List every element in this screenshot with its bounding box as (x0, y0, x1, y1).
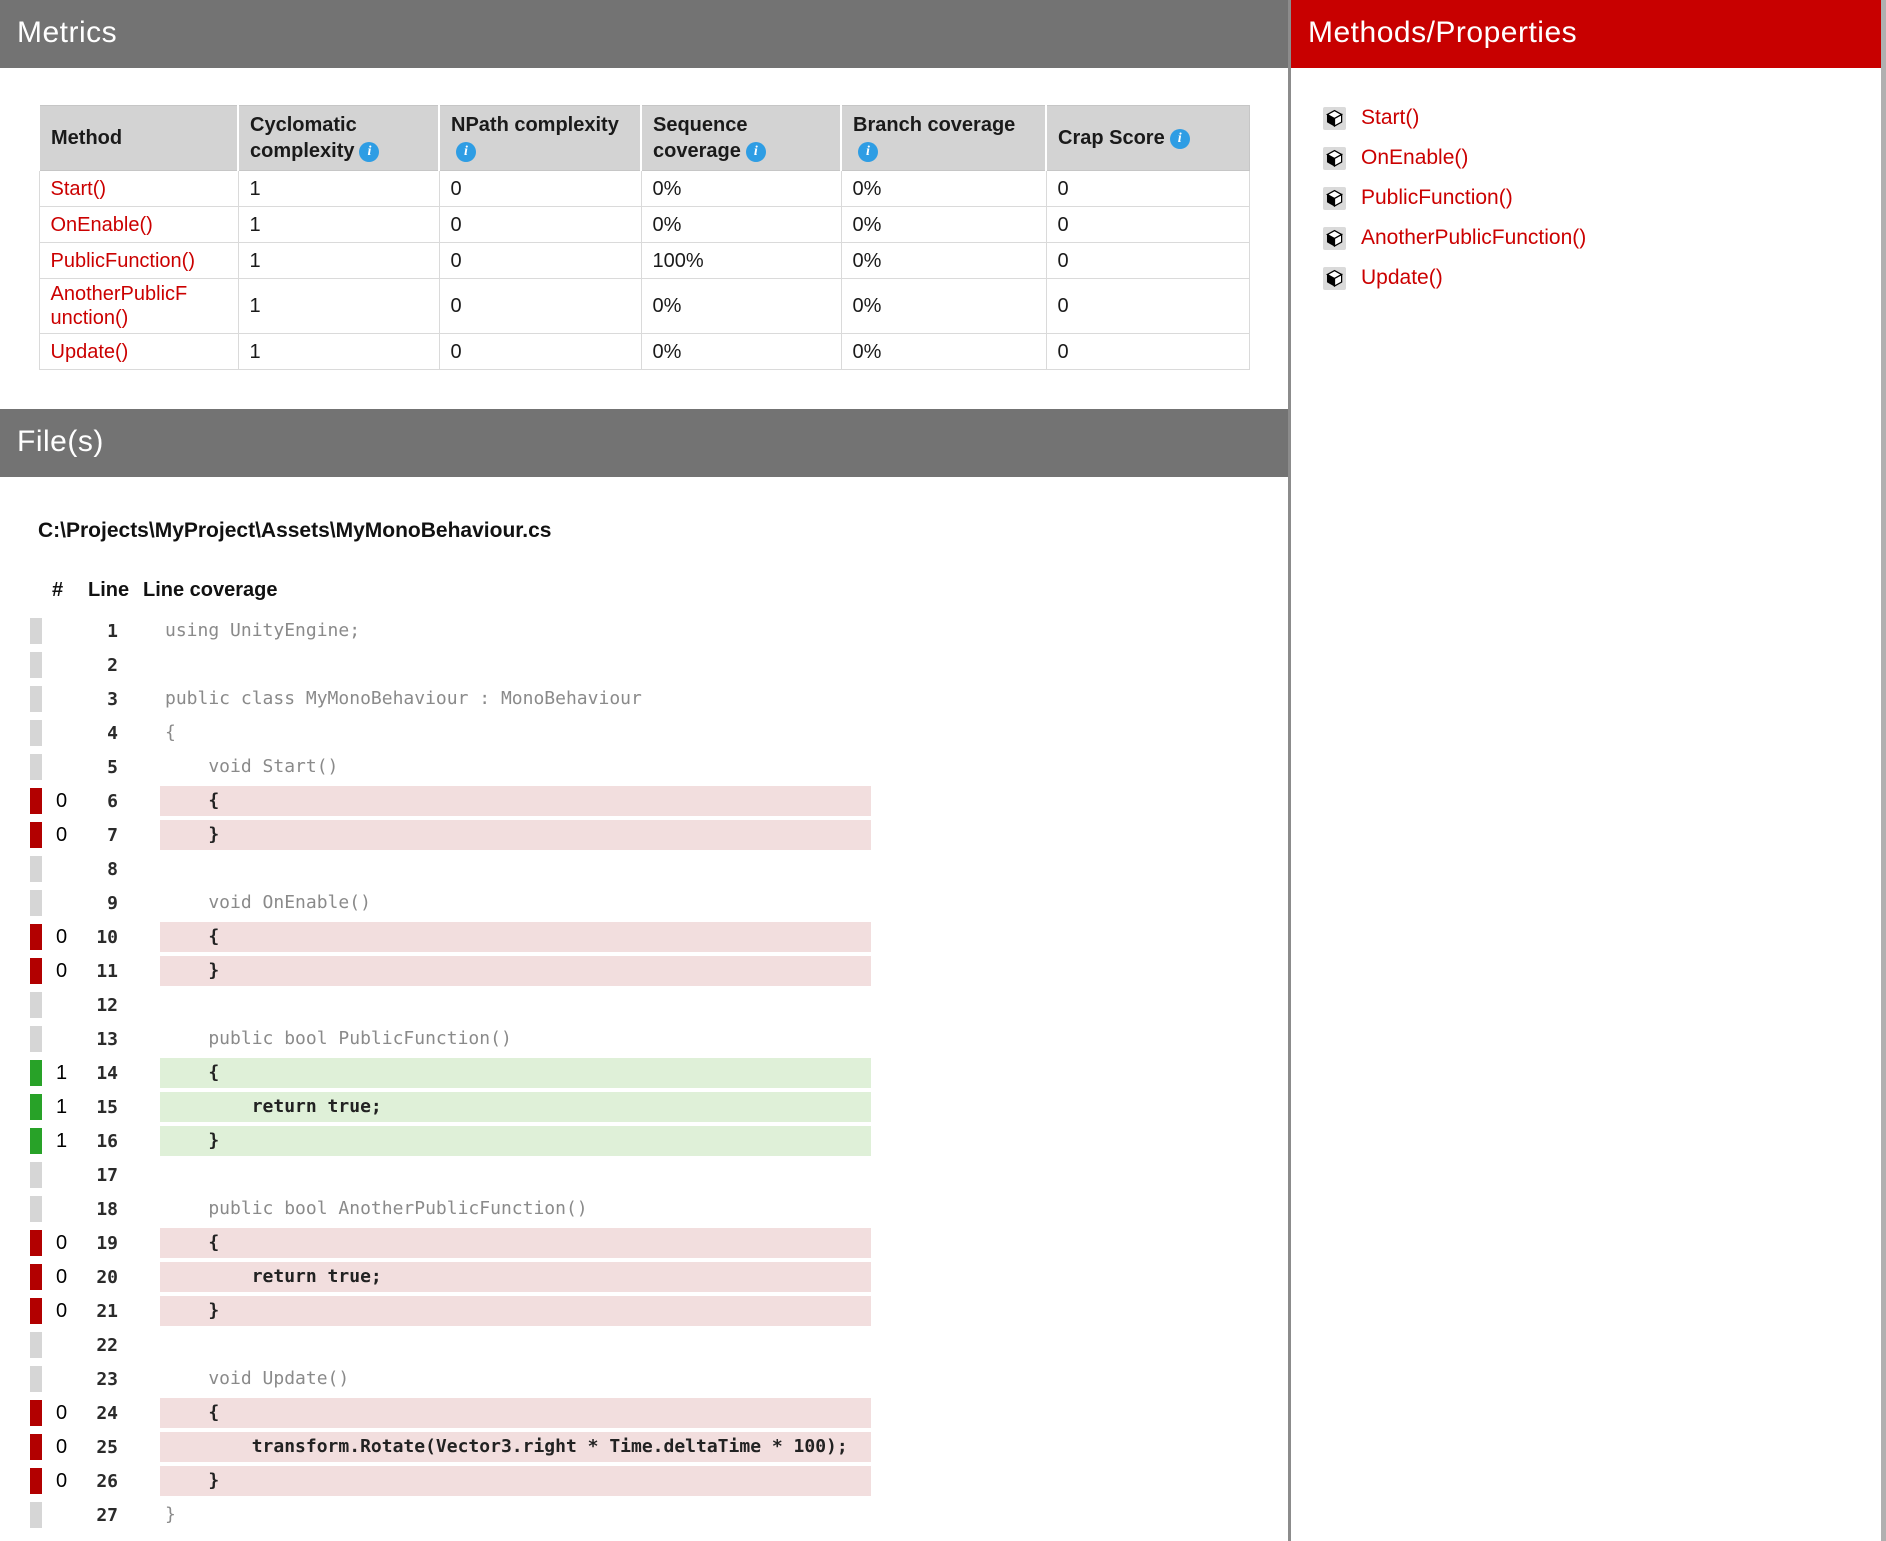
line-number: 7 (107, 824, 118, 846)
code-text: } (160, 820, 871, 850)
scrollbar[interactable] (1881, 0, 1886, 1541)
line-number: 12 (96, 994, 118, 1016)
code-text: public bool PublicFunction() (165, 1028, 512, 1049)
code-text: void OnEnable() (165, 892, 371, 913)
coverage-bar (30, 1332, 42, 1358)
code-text: { (165, 722, 176, 743)
line-number: 26 (96, 1470, 118, 1492)
column-header (1046, 106, 1249, 171)
hit-count: 0 (56, 1401, 68, 1424)
line-number: 2 (107, 654, 118, 676)
method-cell (39, 279, 238, 334)
metrics-table (38, 105, 1250, 370)
code-line (0, 716, 1288, 750)
code-line (0, 1498, 1288, 1532)
coverage-bar (30, 1264, 42, 1290)
code-text: return true; (160, 1092, 871, 1122)
code-line (0, 1294, 1288, 1328)
coverage-bar (30, 856, 42, 882)
column-header (841, 106, 1046, 171)
code-text: } (160, 1296, 871, 1326)
npath-cell: 0 (439, 279, 641, 334)
code-text: return true; (160, 1262, 871, 1292)
code-text: { (160, 1398, 871, 1428)
coverage-bar (30, 686, 42, 712)
code-text: } (160, 1126, 871, 1156)
info-icon[interactable] (1170, 129, 1190, 149)
code-text: { (160, 786, 871, 816)
coverage-bar (30, 1162, 42, 1188)
cube-icon (1323, 227, 1346, 250)
method-link[interactable]: Start() (1361, 106, 1420, 129)
coverage-bar (30, 1502, 42, 1528)
line-number: 16 (96, 1130, 118, 1152)
code-text (160, 1330, 871, 1360)
sidebar-panel-header (1291, 0, 1886, 68)
table-row (39, 171, 1249, 207)
coverage-bar (30, 1366, 42, 1392)
code-line (0, 1396, 1288, 1430)
code-line (0, 954, 1288, 988)
code-line (0, 648, 1288, 682)
table-row (39, 243, 1249, 279)
code-line (0, 784, 1288, 818)
branch-coverage-cell: 0% (841, 243, 1046, 279)
hit-count: 0 (56, 1435, 68, 1458)
coverage-bar (30, 754, 42, 780)
code-line (0, 682, 1288, 716)
column-header-label: NPath complexity (451, 114, 619, 136)
column-header-label: Sequence coverage (653, 114, 748, 162)
code-text: { (160, 1058, 871, 1088)
files-panel-header (0, 409, 1288, 477)
code-line (0, 1328, 1288, 1362)
code-text: } (160, 956, 871, 986)
method-cell (39, 243, 238, 279)
branch-coverage-cell: 0% (841, 279, 1046, 334)
coverage-bar (30, 1094, 42, 1120)
branch-coverage-cell: 0% (841, 334, 1046, 370)
method-list-item (1291, 178, 1886, 218)
crap-score-cell: 0 (1046, 334, 1249, 370)
line-number: 20 (96, 1266, 118, 1288)
code-text (160, 650, 871, 680)
code-line (0, 1362, 1288, 1396)
method-cell (39, 334, 238, 370)
coverage-bar (30, 822, 42, 848)
code-text: transform.Rotate(Vector3.right * Time.deltaTime * 100); (160, 1432, 871, 1462)
line-number: 24 (96, 1402, 118, 1424)
code-text: public bool AnotherPublicFunction() (165, 1198, 588, 1219)
code-line (0, 852, 1288, 886)
sequence-coverage-cell: 100% (641, 243, 841, 279)
line-number: 18 (96, 1198, 118, 1220)
line-number: 11 (96, 960, 118, 982)
cube-icon (1323, 267, 1346, 290)
cyclomatic-cell: 1 (238, 207, 439, 243)
line-number: 3 (107, 688, 118, 710)
code-text: void Start() (165, 756, 339, 777)
coverage-bar (30, 720, 42, 746)
cyclomatic-cell: 1 (238, 279, 439, 334)
line-number: 21 (96, 1300, 118, 1322)
column-header (39, 106, 238, 171)
code-line (0, 1124, 1288, 1158)
crap-score-cell: 0 (1046, 279, 1249, 334)
column-header-label: Crap Score (1058, 127, 1165, 149)
column-header-label: Branch coverage (853, 114, 1016, 136)
code-line (0, 1056, 1288, 1090)
method-link[interactable]: OnEnable() (50, 213, 153, 236)
coverage-bar (30, 618, 42, 644)
coverage-bar (30, 1128, 42, 1154)
sequence-coverage-cell: 0% (641, 171, 841, 207)
line-column-header: Line (88, 579, 130, 601)
coverage-bar (30, 1060, 42, 1086)
cyclomatic-cell: 1 (238, 171, 439, 207)
code-line (0, 920, 1288, 954)
line-number: 25 (96, 1436, 118, 1458)
npath-cell: 0 (439, 243, 641, 279)
method-link[interactable]: Update() (50, 340, 129, 363)
method-link[interactable]: AnotherPublicFunction() (50, 283, 188, 329)
method-link[interactable]: Update() (1361, 266, 1443, 289)
line-number: 4 (107, 722, 118, 744)
info-icon[interactable] (746, 142, 766, 162)
crap-score-cell: 0 (1046, 171, 1249, 207)
column-header-label: Method (51, 127, 123, 149)
hit-count: 0 (56, 1265, 68, 1288)
hit-count: 0 (56, 925, 68, 948)
code-text (160, 854, 871, 884)
branch-coverage-cell: 0% (841, 207, 1046, 243)
code-line (0, 886, 1288, 920)
info-icon[interactable] (858, 142, 878, 162)
cyclomatic-cell: 1 (238, 243, 439, 279)
code-line (0, 1090, 1288, 1124)
crap-score-cell: 0 (1046, 207, 1249, 243)
line-number: 9 (107, 892, 118, 914)
coverage-bar (30, 1468, 42, 1494)
code-line (0, 818, 1288, 852)
npath-cell: 0 (439, 171, 641, 207)
method-cell (39, 207, 238, 243)
code-line (0, 1022, 1288, 1056)
branch-coverage-cell: 0% (841, 171, 1046, 207)
line-number: 8 (107, 858, 118, 880)
code-line (0, 614, 1288, 648)
coverage-bar (30, 788, 42, 814)
files-title: File(s) (17, 425, 104, 458)
code-line (0, 1192, 1288, 1226)
coverage-bar (30, 1434, 42, 1460)
line-number: 15 (96, 1096, 118, 1118)
metrics-panel-header (0, 0, 1288, 68)
coverage-bar (30, 652, 42, 678)
hits-column-header: # (52, 579, 64, 601)
hit-count: 0 (56, 1231, 68, 1254)
method-list-item (1291, 258, 1886, 298)
line-number: 22 (96, 1334, 118, 1356)
code-line (0, 1430, 1288, 1464)
code-line (0, 1464, 1288, 1498)
metrics-section (38, 105, 1248, 370)
code-line (0, 750, 1288, 784)
file-path: C:\Projects\MyProject\Assets\MyMonoBehaviour.cs (38, 519, 552, 542)
code-text (160, 1160, 871, 1190)
line-number: 13 (96, 1028, 118, 1050)
info-icon[interactable] (359, 142, 379, 162)
sidebar-title: Methods/Properties (1308, 16, 1578, 49)
coverage-bar (30, 890, 42, 916)
code-text (160, 990, 871, 1020)
coverage-bar (30, 958, 42, 984)
coverage-bar (30, 1026, 42, 1052)
cube-icon (1323, 187, 1346, 210)
hit-count: 1 (56, 1061, 68, 1084)
cube-icon (1323, 147, 1346, 170)
code-line (0, 1226, 1288, 1260)
crap-score-cell: 0 (1046, 243, 1249, 279)
sidebar (1288, 0, 1886, 1541)
column-header-label: Cyclomatic complexity (250, 114, 357, 162)
info-icon[interactable] (456, 142, 476, 162)
table-row (39, 207, 1249, 243)
line-coverage-column-header: Line coverage (143, 579, 278, 601)
metrics-table-body (39, 171, 1249, 370)
code-column-headers (0, 579, 1288, 603)
coverage-bar (30, 992, 42, 1018)
metrics-table-header-row (39, 106, 1249, 171)
method-list-item (1291, 138, 1886, 178)
method-list-item (1291, 218, 1886, 258)
table-row (39, 279, 1249, 334)
code-text: } (160, 1466, 871, 1496)
line-number: 14 (96, 1062, 118, 1084)
method-link[interactable]: PublicFunction() (50, 249, 196, 272)
metrics-title: Metrics (17, 16, 118, 49)
line-number: 23 (96, 1368, 118, 1390)
line-number: 10 (96, 926, 118, 948)
hit-count: 1 (56, 1129, 68, 1152)
code-line (0, 988, 1288, 1022)
coverage-bar (30, 924, 42, 950)
coverage-bar (30, 1196, 42, 1222)
cube-icon (1323, 107, 1346, 130)
column-header (238, 106, 439, 171)
code-text: public class MyMonoBehaviour : MonoBehaviour (165, 688, 642, 709)
column-header (641, 106, 841, 171)
code-text: void Update() (165, 1368, 350, 1389)
line-number: 19 (96, 1232, 118, 1254)
line-number: 27 (96, 1504, 118, 1526)
line-number: 1 (107, 620, 118, 642)
hit-count: 0 (56, 1299, 68, 1322)
sequence-coverage-cell: 0% (641, 334, 841, 370)
method-link[interactable]: PublicFunction() (1361, 186, 1513, 209)
npath-cell: 0 (439, 207, 641, 243)
npath-cell: 0 (439, 334, 641, 370)
column-header (439, 106, 641, 171)
method-list (1291, 98, 1886, 298)
hit-count: 0 (56, 959, 68, 982)
method-link[interactable]: OnEnable() (1361, 146, 1469, 169)
sequence-coverage-cell: 0% (641, 207, 841, 243)
coverage-bar (30, 1298, 42, 1324)
code-text: } (165, 1504, 176, 1525)
method-list-item (1291, 98, 1886, 138)
method-link[interactable]: Start() (50, 177, 107, 200)
coverage-bar (30, 1230, 42, 1256)
hit-count: 0 (56, 1469, 68, 1492)
code-text: { (160, 1228, 871, 1258)
method-cell (39, 171, 238, 207)
sequence-coverage-cell: 0% (641, 279, 841, 334)
method-link[interactable]: AnotherPublicFunction() (1361, 226, 1587, 249)
code-listing (0, 614, 1288, 1532)
line-number: 6 (107, 790, 118, 812)
table-row (39, 334, 1249, 370)
code-text: using UnityEngine; (165, 620, 361, 641)
line-number: 17 (96, 1164, 118, 1186)
code-text: { (160, 922, 871, 952)
coverage-bar (30, 1400, 42, 1426)
line-number: 5 (107, 756, 118, 778)
hit-count: 1 (56, 1095, 68, 1118)
cyclomatic-cell: 1 (238, 334, 439, 370)
code-line (0, 1158, 1288, 1192)
code-line (0, 1260, 1288, 1294)
hit-count: 0 (56, 823, 68, 846)
hit-count: 0 (56, 789, 68, 812)
